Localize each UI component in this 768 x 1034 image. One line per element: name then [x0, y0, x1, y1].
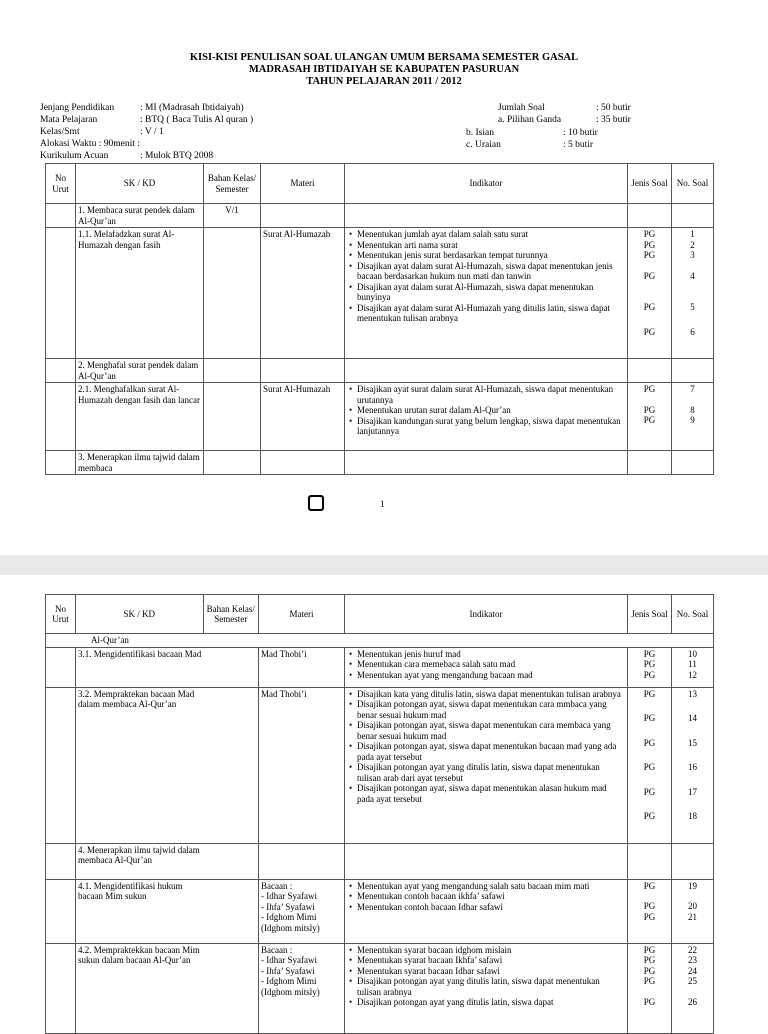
indikator-item: • Disajikan potongan ayat yang ditulis latin, siswa dapat menentukan tulisan arabnya — [357, 976, 625, 997]
kisi-kisi-table-page2 — [45, 594, 714, 1034]
col-jenis-soal: Jenis Soal — [628, 164, 672, 204]
indikator-item: • Menentukan jenis surat berdasarkan tempat turunnya — [357, 250, 625, 261]
kisi-kisi-table-page1 — [45, 163, 714, 475]
table-row — [46, 359, 714, 383]
continued-text: Al-Qur’an — [46, 634, 714, 648]
jenis-cell: PG PG PG — [628, 879, 672, 943]
jenis-cell: PG PG PG — [628, 383, 672, 451]
no-soal-cell: 7 8 9 — [672, 383, 714, 451]
indikator-item: • Menentukan syarat bacaan Ikhfa’ safawi — [357, 955, 625, 966]
info-jenjang-label: Jenjang Pendidikan — [40, 103, 115, 113]
indikator-cell — [345, 879, 628, 943]
indikator-item: • Disajikan potongan ayat yang ditulis latin, siswa dapat — [357, 997, 625, 1008]
page-marker-square-icon — [308, 495, 324, 511]
materi-cell: Bacaan : - Idhar Syafawi - Ihfa’ Syafawi - Idghom Mimi (Idghom mitsly) — [259, 879, 345, 943]
indikator-item: • Menentukan urutan surat dalam Al-Qur’an — [357, 405, 625, 416]
indikator-cell — [345, 228, 628, 359]
col-no-soal: No. Soal — [672, 164, 714, 204]
info-uraian-value: : 5 butir — [563, 140, 594, 150]
indikator-cell — [345, 383, 628, 451]
materi-cell: Surat Al-Humazah — [261, 383, 345, 451]
col-bahan: Bahan Kelas/ Semester — [204, 164, 261, 204]
indikator-item: • Disajikan ayat dalam surat Al-Humazah, siswa dapat menentukan jenis bacaan berdasarkan hukum nun mati dan tanwin — [357, 261, 625, 282]
sk-cell: 3.1. Mengidentifikasi bacaan Mad — [76, 647, 259, 687]
no-soal-cell: 13 14 15 16 17 18 — [672, 687, 714, 843]
table-row — [46, 228, 714, 359]
table-row — [46, 943, 714, 1033]
info-mapel-value: : BTQ ( Baca Tulis Al quran ) — [140, 115, 254, 125]
indikator-item: • Menentukan arti nama surat — [357, 240, 625, 251]
table-row — [46, 879, 714, 943]
bahan-cell: V/1 — [204, 204, 261, 228]
indikator-item: • Menentukan ayat yang mengandung salah satu bacaan mim mati — [357, 881, 625, 892]
sk-cell: 4.1. Mengidentifikasi hukum bacaan Mim sukun — [76, 879, 259, 943]
col-indikator: Indikator — [345, 595, 628, 634]
indikator-item: • Disajikan ayat surat dalam surat Al-Humazah, siswa dapat menentukan urutannya — [357, 384, 625, 405]
info-kurikulum-value: : Mulok BTQ 2008 — [140, 151, 214, 161]
info-kelas-label: Kelas/Smt — [40, 127, 80, 137]
materi-cell: Mad Thobi’i — [259, 647, 345, 687]
jenis-cell: PG PG PG PG PG — [628, 943, 672, 1033]
table-header-row — [46, 595, 714, 634]
col-indikator: Indikator — [345, 164, 628, 204]
col-no: No Urut — [46, 164, 76, 204]
indikator-item: • Menentukan syarat bacaan idghom mislain — [357, 945, 625, 956]
info-mapel-label: Mata Pelajaran — [40, 115, 98, 125]
info-isian-label: b. Isian — [466, 128, 494, 138]
table-row — [46, 634, 714, 648]
no-soal-cell: 1 2 3 4 5 6 — [672, 228, 714, 359]
indikator-item: • Menentukan ayat yang mengandung bacaan mad — [357, 670, 625, 681]
info-jenjang-value: : MI (Madrasah Ibtidaiyah) — [140, 103, 244, 113]
col-sk-kd: SK / KD — [76, 164, 204, 204]
indikator-item: • Disajikan potongan ayat yang ditulis latin, siswa dapat menentukan tulisan arab dari ayat tersebut — [357, 762, 625, 783]
col-jenis-soal: Jenis Soal — [628, 595, 672, 634]
sk-cell: 3.2. Mempraktekan bacaan Mad dalam membaca Al-Qur’an — [76, 687, 259, 843]
indikator-cell — [345, 687, 628, 843]
doc-title-line1: KISI-KISI PENULISAN SOAL ULANGAN UMUM BERSAMA SEMESTER GASAL — [189, 52, 579, 63]
info-pg-value: : 35 butir — [596, 115, 631, 125]
info-jumlah-value: : 50 butir — [596, 103, 631, 113]
indikator-item: • Disajikan ayat dalam surat Al-Humazah yang ditulis latin, siswa dapat menentukan tulisan arabnya — [357, 303, 625, 324]
indikator-item: • Disajikan ayat dalam surat Al-Humazah, siswa dapat menentukan bunyinya — [357, 282, 625, 303]
sk-cell: 4. Menerapkan ilmu tajwid dalam membaca Al-Qur’an — [76, 843, 259, 879]
page-number: 1 — [380, 499, 385, 509]
doc-title-line2: MADRASAH IBTIDAIYAH SE KABUPATEN PASURUAN — [248, 64, 520, 75]
sk-cell: 3. Menerapkan ilmu tajwid dalam membaca — [76, 451, 204, 475]
jenis-cell: PG PG PG PG PG PG — [628, 687, 672, 843]
indikator-cell — [345, 943, 628, 1033]
col-sk-kd-bahan — [76, 595, 259, 634]
col-materi: Materi — [261, 164, 345, 204]
info-kelas-value: : V / 1 — [140, 127, 164, 137]
info-isian-value: : 10 butir — [563, 128, 598, 138]
indikator-item: • Menentukan contoh bacaan ikhfa’ safawi — [357, 891, 625, 902]
table-row — [46, 687, 714, 843]
sk-cell: 1. Membaca surat pendek dalam Al-Qur’an — [76, 204, 204, 228]
info-pg-label: a. Pilihan Ganda — [498, 115, 562, 125]
info-waktu: Alokasi Waktu : 90menit : — [40, 139, 140, 149]
table-row — [46, 451, 714, 475]
doc-title-line3: TAHUN PELAJARAN 2011 / 2012 — [306, 76, 462, 87]
indikator-item: • Menentukan contoh bacaan Idhar safawi — [357, 902, 625, 913]
materi-cell: Surat Al-Humazah — [261, 228, 345, 359]
indikator-item: • Disajikan potongan ayat, siswa dapat menentukan cara mmbaca yang benar sesuai hukum mad — [357, 699, 625, 720]
sk-cell: 4.2. Mempraktekkan bacaan Mim sukun dalam bacaan Al-Qur’an — [76, 943, 259, 1033]
table-row — [46, 204, 714, 228]
info-uraian-label: c. Uraian — [466, 140, 501, 150]
sk-cell: 1.1. Melafadzkan surat Al-Humazah dengan fasih — [76, 228, 204, 359]
col-materi: Materi — [259, 595, 345, 634]
materi-cell: Bacaan : - Idhar Syafawi - Ihfa’ Syafawi - Idghom Mimi (Idghom mitsly) — [259, 943, 345, 1033]
no-soal-cell: 10 11 12 — [672, 647, 714, 687]
col-no: No Urut — [46, 595, 76, 634]
no-soal-cell: 22 23 24 25 26 — [672, 943, 714, 1033]
indikator-item: • Disajikan potongan ayat, siswa dapat menentukan bacaan mad yang ada pada ayat tersebut — [357, 741, 625, 762]
col-sk-kd: SK / KD — [123, 608, 156, 619]
table-row — [46, 647, 714, 687]
indikator-cell — [345, 647, 628, 687]
indikator-item: • Disajikan potongan ayat, siswa dapat menentukan cara membaca yang benar sesuai hukum mad — [357, 720, 625, 741]
page-gap — [0, 555, 768, 575]
sk-cell: 2. Menghafal surat pendek dalam Al-Qur’an — [76, 359, 204, 383]
indikator-item: • Disajikan kata yang ditulis latin, siswa dapat menentukan tulisan arabnya — [357, 689, 625, 700]
no-soal-cell: 19 20 21 — [672, 879, 714, 943]
indikator-item: • Menentukan syarat bacaan Idhar safawi — [357, 966, 625, 977]
sk-cell: 2.1. Menghafalkan surat Al-Humazah dengan fasih dan lancar — [76, 383, 204, 451]
info-kurikulum-label: Kurikulum Acuan — [40, 151, 109, 161]
indikator-item: • Disajikan potongan ayat, siswa dapat menentukan alasan hukum mad pada ayat tersebut — [357, 783, 625, 804]
materi-cell: Mad Thobi’i — [259, 687, 345, 843]
indikator-item: • Menentukan jumlah ayat dalam salah satu surat — [357, 229, 625, 240]
jenis-cell: PG PG PG — [628, 647, 672, 687]
info-jumlah-label: Jumlah Soal — [498, 103, 545, 113]
indikator-item: • Disajikan kandungan surat yang belum lengkap, siswa dapat menentukan lanjutannya — [357, 416, 625, 437]
jenis-cell: PG PG PG PG PG PG — [628, 228, 672, 359]
table-row — [46, 383, 714, 451]
indikator-item: • Menentukan jenis huruf mad — [357, 649, 625, 660]
col-bahan: Bahan Kelas/ Semester — [203, 595, 258, 633]
table-header-row — [46, 164, 714, 204]
col-no-soal: No. Soal — [672, 595, 714, 634]
table-row — [46, 843, 714, 879]
indikator-item: • Menentukan cara memebaca salah satu mad — [357, 659, 625, 670]
